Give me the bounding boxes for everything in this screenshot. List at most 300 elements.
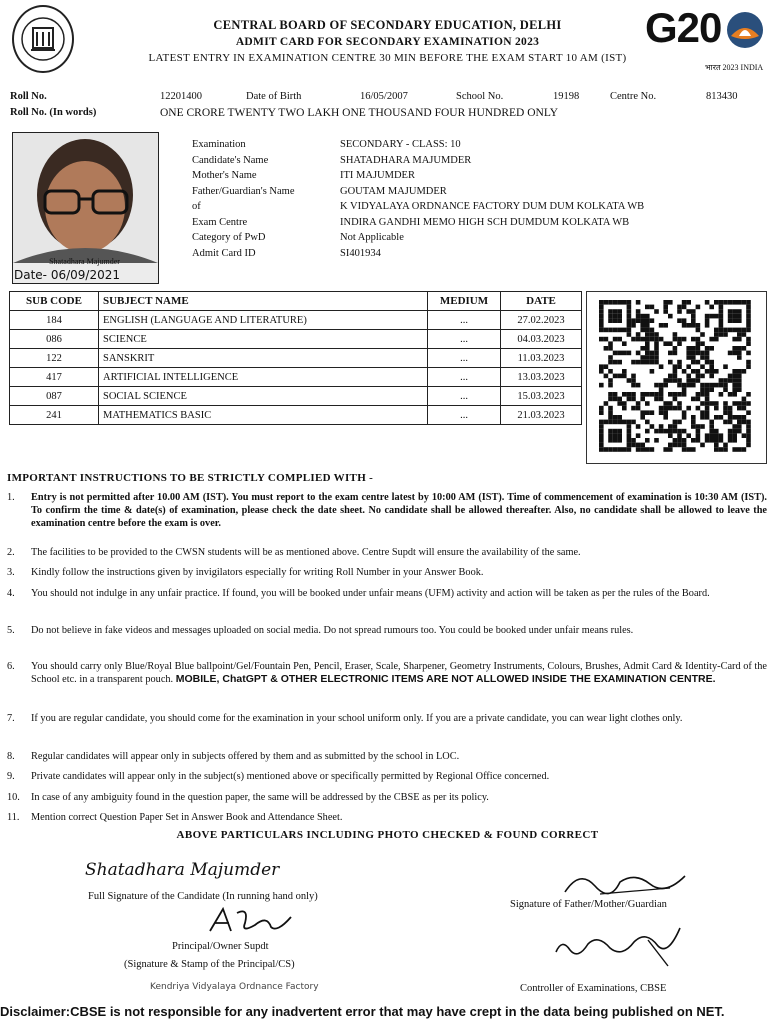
qr-module xyxy=(608,341,613,346)
table-row xyxy=(10,387,582,406)
qr-module xyxy=(682,337,687,342)
qr-module xyxy=(723,447,728,452)
qr-module xyxy=(613,438,618,443)
qr-module xyxy=(668,341,673,346)
roll-words-value: ONE CRORE TWENTY TWO LAKH ONE THOUSAND FOUR HUNDRED ONLY xyxy=(160,107,559,119)
qr-module xyxy=(705,392,710,397)
sub-name: MATHEMATICS BASIC xyxy=(99,406,428,425)
qr-module xyxy=(737,369,742,374)
qr-module xyxy=(737,318,742,323)
sub-code: 184 xyxy=(10,311,99,330)
instruction-number: 9. xyxy=(7,771,15,782)
qr-module xyxy=(673,438,678,443)
qr-module xyxy=(645,401,650,406)
sub-medium: ... xyxy=(428,311,501,330)
qr-module xyxy=(668,300,673,305)
qr-module xyxy=(627,323,632,328)
principal-label: Principal/Owner Supdt xyxy=(172,941,269,952)
qr-module xyxy=(599,369,604,374)
qr-module xyxy=(728,351,733,356)
qr-module xyxy=(737,332,742,337)
qr-module xyxy=(714,447,719,452)
detail-label: Mother's Name xyxy=(192,170,257,181)
qr-module xyxy=(640,346,645,351)
qr-module xyxy=(613,397,618,402)
sub-date: 15.03.2023 xyxy=(501,387,582,406)
qr-module xyxy=(604,328,609,333)
qr-module xyxy=(696,406,701,411)
instruction-number: 6. xyxy=(7,661,15,672)
qr-module xyxy=(691,424,696,429)
qr-module xyxy=(691,355,696,360)
qr-module xyxy=(742,346,747,351)
qr-module xyxy=(622,420,627,425)
qr-module xyxy=(714,369,719,374)
sub-medium: ... xyxy=(428,349,501,368)
qr-module xyxy=(732,392,737,397)
qr-module xyxy=(746,300,751,305)
qr-module xyxy=(719,415,724,420)
qr-module xyxy=(640,397,645,402)
roll-no-value: 12201400 xyxy=(160,91,202,102)
qr-module xyxy=(728,378,733,383)
qr-module xyxy=(617,447,622,452)
qr-module xyxy=(599,383,604,388)
qr-module xyxy=(728,318,733,323)
qr-module xyxy=(650,318,655,323)
qr-module xyxy=(719,305,724,310)
qr-module xyxy=(617,374,622,379)
sub-medium: ... xyxy=(428,387,501,406)
qr-module xyxy=(627,309,632,314)
qr-module xyxy=(691,309,696,314)
guardian-signature-icon xyxy=(560,864,690,898)
qr-module xyxy=(650,447,655,452)
table-row xyxy=(10,368,582,387)
qr-module xyxy=(636,406,641,411)
qr-module xyxy=(673,420,678,425)
school-stamp: Kendriya Vidyalaya Ordnance Factory xyxy=(150,982,319,992)
qr-module xyxy=(654,360,659,365)
qr-module xyxy=(709,429,714,434)
qr-module xyxy=(709,337,714,342)
qr-module xyxy=(613,351,618,356)
qr-module xyxy=(622,328,627,333)
qr-module xyxy=(627,318,632,323)
qr-module xyxy=(705,323,710,328)
qr-module xyxy=(645,341,650,346)
qr-module xyxy=(732,346,737,351)
qr-module xyxy=(742,369,747,374)
qr-module xyxy=(617,415,622,420)
qr-module xyxy=(742,397,747,402)
qr-module xyxy=(700,351,705,356)
qr-module xyxy=(668,360,673,365)
qr-module xyxy=(696,360,701,365)
instruction-text: Kindly follow the instructions given by invigilators especially for writing Roll Number in your Answer Book. xyxy=(31,567,484,578)
qr-module xyxy=(668,429,673,434)
qr-module xyxy=(636,383,641,388)
qr-module xyxy=(631,337,636,342)
qr-module xyxy=(742,332,747,337)
qr-module xyxy=(732,300,737,305)
qr-module xyxy=(613,392,618,397)
qr-module xyxy=(737,387,742,392)
qr-module xyxy=(705,387,710,392)
qr-module xyxy=(627,443,632,448)
qr-module xyxy=(737,309,742,314)
qr-module xyxy=(682,443,687,448)
qr-module xyxy=(608,397,613,402)
instruction-item xyxy=(7,791,767,804)
qr-module xyxy=(714,433,719,438)
qr-module xyxy=(746,438,751,443)
qr-module xyxy=(608,300,613,305)
entry-notice: LATEST ENTRY IN EXAMINATION CENTRE 30 MIN BEFORE THE EXAM START 10 AM (IST) xyxy=(148,52,627,64)
qr-module xyxy=(599,447,604,452)
qr-module xyxy=(631,420,636,425)
qr-module xyxy=(627,397,632,402)
qr-module xyxy=(659,410,664,415)
qr-module xyxy=(677,443,682,448)
board-title: CENTRAL BOARD OF SECONDARY EDUCATION, DELHI xyxy=(213,18,562,32)
qr-module xyxy=(732,415,737,420)
qr-module xyxy=(668,443,673,448)
qr-module xyxy=(599,323,604,328)
qr-module xyxy=(737,328,742,333)
principal-signature-icon xyxy=(205,903,295,937)
instruction-item xyxy=(7,566,767,579)
qr-module xyxy=(746,351,751,356)
qr-module xyxy=(654,383,659,388)
qr-module xyxy=(617,433,622,438)
disclaimer: Disclaimer:CBSE is not responsible for any inadvertent error that may have crept in the data being published on NET. xyxy=(0,1004,725,1019)
qr-module xyxy=(608,438,613,443)
instruction-number: 10. xyxy=(7,792,20,803)
qr-module xyxy=(673,337,678,342)
qr-module xyxy=(714,415,719,420)
qr-module xyxy=(746,420,751,425)
school-no-value: 19198 xyxy=(553,91,580,102)
qr-module xyxy=(737,383,742,388)
qr-module xyxy=(645,420,650,425)
qr-module xyxy=(709,374,714,379)
qr-module xyxy=(677,392,682,397)
qr-module xyxy=(640,314,645,319)
qr-module xyxy=(723,443,728,448)
qr-module xyxy=(682,392,687,397)
qr-module xyxy=(645,392,650,397)
qr-module xyxy=(677,383,682,388)
qr-module xyxy=(696,424,701,429)
qr-module xyxy=(737,351,742,356)
qr-module xyxy=(659,392,664,397)
qr-module xyxy=(682,447,687,452)
sub-medium: ... xyxy=(428,368,501,387)
detail-label: Admit Card ID xyxy=(192,247,256,259)
qr-module xyxy=(691,383,696,388)
instruction-number: 8. xyxy=(7,751,15,762)
qr-module xyxy=(668,374,673,379)
qr-module xyxy=(732,433,737,438)
qr-module xyxy=(696,346,701,351)
qr-module xyxy=(659,424,664,429)
qr-module xyxy=(705,410,710,415)
qr-module xyxy=(691,337,696,342)
qr-module xyxy=(700,410,705,415)
qr-module xyxy=(631,406,636,411)
qr-module xyxy=(654,438,659,443)
table-header-row xyxy=(10,292,582,311)
qr-module xyxy=(663,300,668,305)
qr-module xyxy=(636,314,641,319)
qr-module xyxy=(746,305,751,310)
qr-module xyxy=(723,406,728,411)
qr-module xyxy=(728,309,733,314)
qr-module xyxy=(663,305,668,310)
qr-module xyxy=(673,392,678,397)
qr-module xyxy=(608,383,613,388)
principal-stamp-label: (Signature & Stamp of the Principal/CS) xyxy=(124,959,295,970)
qr-module xyxy=(599,438,604,443)
qr-module xyxy=(746,341,751,346)
qr-module xyxy=(636,351,641,356)
qr-module xyxy=(709,424,714,429)
candidate-signature-label: Full Signature of the Candidate (In running hand only) xyxy=(88,891,318,902)
qr-module xyxy=(737,420,742,425)
instruction-text: The facilities to be provided to the CWSN students will be as mentioned above. Centre Supdt will ensure the availability of the same. xyxy=(31,547,581,558)
qr-module xyxy=(636,443,641,448)
qr-module xyxy=(604,364,609,369)
qr-module xyxy=(705,406,710,411)
qr-module xyxy=(636,360,641,365)
qr-module xyxy=(719,392,724,397)
qr-module xyxy=(686,447,691,452)
instruction-number: 1. xyxy=(7,492,15,503)
qr-module xyxy=(650,424,655,429)
qr-module xyxy=(705,314,710,319)
qr-module xyxy=(700,387,705,392)
qr-module xyxy=(714,314,719,319)
qr-module xyxy=(691,314,696,319)
qr-module xyxy=(686,383,691,388)
qr-module xyxy=(714,443,719,448)
qr-module xyxy=(686,433,691,438)
qr-module xyxy=(746,443,751,448)
qr-module xyxy=(700,374,705,379)
qr-module xyxy=(728,300,733,305)
qr-module xyxy=(677,429,682,434)
qr-module xyxy=(737,374,742,379)
qr-module xyxy=(599,337,604,342)
qr-module xyxy=(627,378,632,383)
qr-module xyxy=(599,424,604,429)
qr-module xyxy=(682,429,687,434)
qr-module xyxy=(728,410,733,415)
qr-module xyxy=(599,314,604,319)
qr-module xyxy=(640,355,645,360)
qr-module xyxy=(650,332,655,337)
qr-module xyxy=(599,318,604,323)
sub-date: 27.02.2023 xyxy=(501,311,582,330)
qr-module xyxy=(691,447,696,452)
qr-module xyxy=(682,300,687,305)
qr-module xyxy=(700,415,705,420)
detail-value: SECONDARY - CLASS: 10 xyxy=(340,139,461,150)
qr-module xyxy=(737,355,742,360)
qr-module xyxy=(622,392,627,397)
qr-module xyxy=(719,318,724,323)
qr-module xyxy=(627,433,632,438)
sub-code: 086 xyxy=(10,330,99,349)
qr-module xyxy=(742,406,747,411)
qr-module xyxy=(677,341,682,346)
qr-module xyxy=(700,383,705,388)
qr-module xyxy=(622,401,627,406)
qr-module xyxy=(691,346,696,351)
qr-module xyxy=(608,328,613,333)
qr-module xyxy=(613,309,618,314)
qr-module xyxy=(691,420,696,425)
table-row xyxy=(10,406,582,425)
qr-module xyxy=(732,387,737,392)
qr-module xyxy=(719,328,724,333)
qr-module xyxy=(627,392,632,397)
qr-module xyxy=(682,369,687,374)
qr-module xyxy=(663,401,668,406)
qr-module xyxy=(709,383,714,388)
qr-module xyxy=(663,415,668,420)
qr-module xyxy=(613,360,618,365)
qr-module xyxy=(732,383,737,388)
qr-module xyxy=(700,392,705,397)
qr-module xyxy=(746,410,751,415)
qr-module xyxy=(691,378,696,383)
qr-module xyxy=(719,378,724,383)
qr-module xyxy=(732,314,737,319)
qr-module xyxy=(659,397,664,402)
instruction-item xyxy=(7,770,767,783)
qr-module xyxy=(599,410,604,415)
controller-label: Controller of Examinations, CBSE xyxy=(520,983,667,994)
qr-code-icon xyxy=(587,292,764,461)
qr-module xyxy=(645,305,650,310)
qr-module xyxy=(677,438,682,443)
qr-module xyxy=(732,378,737,383)
qr-module xyxy=(627,429,632,434)
qr-module xyxy=(746,401,751,406)
qr-module xyxy=(709,420,714,425)
qr-module xyxy=(746,433,751,438)
qr-module xyxy=(650,355,655,360)
qr-module xyxy=(631,323,636,328)
qr-module xyxy=(723,420,728,425)
instruction-item xyxy=(7,624,767,637)
qr-module xyxy=(622,374,627,379)
qr-module xyxy=(677,433,682,438)
qr-module xyxy=(627,420,632,425)
qr-module xyxy=(654,309,659,314)
qr-module xyxy=(622,351,627,356)
qr-module xyxy=(686,378,691,383)
qr-module xyxy=(686,323,691,328)
qr-module xyxy=(650,305,655,310)
qr-module xyxy=(714,332,719,337)
qr-module xyxy=(627,332,632,337)
qr-module xyxy=(673,397,678,402)
qr-module xyxy=(691,318,696,323)
qr-module xyxy=(645,360,650,365)
qr-module xyxy=(728,328,733,333)
instruction-text: Regular candidates will appear only in subjects offered by them and as submitted by the school in LOC. xyxy=(31,751,460,762)
qr-module xyxy=(728,415,733,420)
qr-module xyxy=(709,360,714,365)
qr-module xyxy=(742,401,747,406)
qr-module xyxy=(645,328,650,333)
qr-module xyxy=(709,433,714,438)
qr-module xyxy=(613,314,618,319)
centre-no-label: Centre No. xyxy=(610,91,657,102)
qr-module xyxy=(673,424,678,429)
qr-module xyxy=(604,300,609,305)
qr-module xyxy=(599,420,604,425)
qr-module xyxy=(686,300,691,305)
qr-module xyxy=(599,309,604,314)
centre-no-value: 813430 xyxy=(706,91,738,102)
instruction-number: 4. xyxy=(7,588,15,599)
qr-module xyxy=(631,438,636,443)
qr-module xyxy=(682,438,687,443)
qr-module xyxy=(673,346,678,351)
qr-module xyxy=(705,300,710,305)
qr-module xyxy=(700,355,705,360)
qr-module xyxy=(682,318,687,323)
qr-module xyxy=(668,401,673,406)
qr-module xyxy=(636,337,641,342)
instruction-text: Entry is not permitted after 10.00 AM (IST). You must report to the exam centre latest by 10:00 AM (IST). Time of commencement of examination is 10:30 AM (IST). To confirm the time & date(s) of examination, please check the date sheet. No candidate shall be allowed thereafter. Also, no candidate shall be allowed to leave the examination centre before the exam is over. xyxy=(31,492,767,529)
qr-module xyxy=(622,300,627,305)
qr-module xyxy=(677,337,682,342)
qr-module xyxy=(599,364,604,369)
qr-module xyxy=(608,369,613,374)
qr-module xyxy=(714,429,719,434)
qr-module xyxy=(617,300,622,305)
qr-module xyxy=(668,378,673,383)
qr-module xyxy=(640,447,645,452)
qr-module xyxy=(719,447,724,452)
qr-module xyxy=(663,341,668,346)
qr-module xyxy=(613,420,618,425)
qr-module xyxy=(673,332,678,337)
qr-module xyxy=(636,424,641,429)
qr-module xyxy=(617,397,622,402)
qr-module xyxy=(746,323,751,328)
detail-label: of xyxy=(192,201,201,212)
qr-module xyxy=(732,424,737,429)
qr-module xyxy=(696,392,701,397)
qr-module xyxy=(608,309,613,314)
qr-module xyxy=(650,410,655,415)
qr-module xyxy=(723,332,728,337)
qr-module xyxy=(696,429,701,434)
qr-module xyxy=(686,346,691,351)
qr-module xyxy=(645,447,650,452)
candidate-signature: Shatadhara Majumder xyxy=(85,860,280,880)
instruction-text: Do not believe in fake videos and messages uploaded on social media. Do not spread rumours too. You could be booked under unfair means rules. xyxy=(31,625,634,636)
qr-module xyxy=(640,328,645,333)
qr-module xyxy=(645,323,650,328)
qr-module xyxy=(645,438,650,443)
